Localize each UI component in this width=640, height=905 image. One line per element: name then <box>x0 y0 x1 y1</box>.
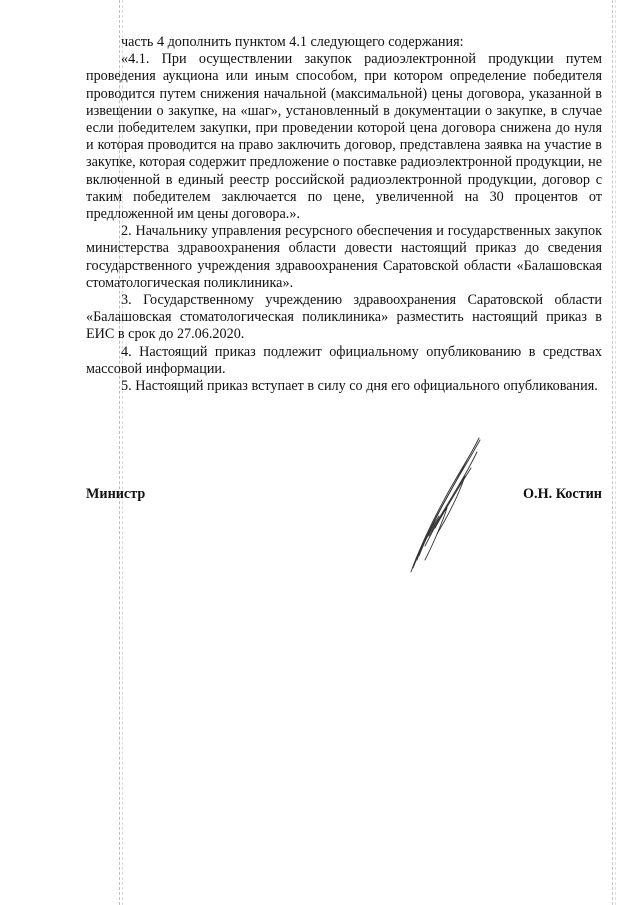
signature-block <box>86 486 602 508</box>
paragraph-item-2: 2. Начальнику управления ресурсного обеспечения и государственных закупок министерства здравоохранения области довести настоящий приказ до сведения государственного учреждения здравоохранения Саратовской области «Балашовская стоматологическая поликлиника». <box>86 223 602 291</box>
paragraph-intro: часть 4 дополнить пунктом 4.1 следующего содержания: <box>121 34 464 50</box>
signatory-title: Министр <box>86 486 146 502</box>
document-body <box>86 34 602 395</box>
paragraph-clause-4-1: «4.1. При осуществлении закупок радиоэлектронной продукции путем проведения аукциона или иным способом, при котором определение победителя проводится путем снижения начальной (максимальной) цены договора, указанной в извещении о закупке, на «шаг», установленный в документации о закупке, в случае если победителем закупки, при проведении которой цена договора снижена до нуля и которая проводится на право заключить договор, представлена заявка на участие в закупке, которая содержит предложение о поставке радиоэлектронной продукции, не включенной в единый реестр российской радиоэлектронной продукции, договор с таким победителем заключается по цене, увеличенной на 30 процентов от предложенной им цены договора.». <box>86 51 602 223</box>
paragraph-item-5: 5. Настоящий приказ вступает в силу со дня его официального опубликования. <box>121 378 598 395</box>
scan-artifact-line <box>615 0 616 905</box>
scan-artifact-line <box>612 0 613 905</box>
signatory-name: О.Н. Костин <box>522 486 602 502</box>
paragraph-item-4: 4. Настоящий приказ подлежит официальному опубликованию в средствах массовой информации. <box>86 343 602 377</box>
paragraph-item-3: 3. Государственному учреждению здравоохранения Саратовской области «Балашовская стоматологическая поликлиника» разместить настоящий приказ в ЕИС в срок до 27.06.2020. <box>86 292 602 343</box>
